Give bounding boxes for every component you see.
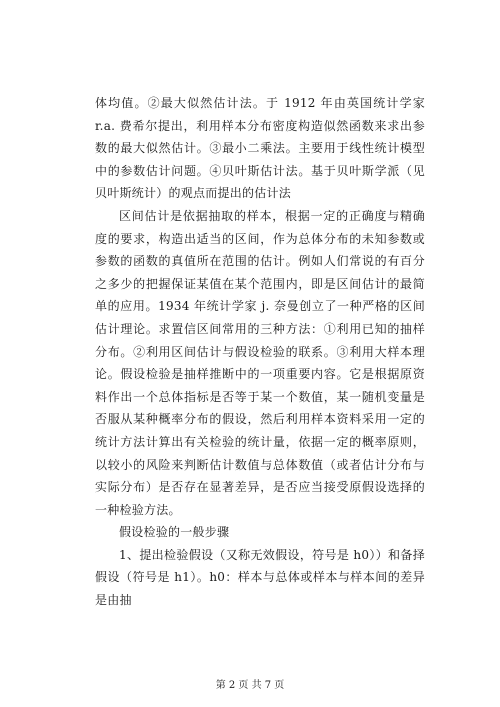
paragraph-heading-test-steps: 假设检验的一般步骤 <box>119 525 230 540</box>
paragraph-estimation-methods: 体均值。②最大似然估计法。于 1912 年由英国统计学家 r.a. 费希尔提出，利用样本分布密度构造似然函数来求出参数的最大似然估计。③最小二乘法。主要用于线性统计模型中的参数估计问题。④贝叶斯估计法。基于贝叶斯学派（见贝叶斯统计）的观点而提出的估计法 <box>95 96 425 201</box>
document-body <box>95 92 425 612</box>
paragraph-step-one: 1、提出检验假设（又称无效假设，符号是 h0））和备择假设（符号是 h1）。h0：样本与总体或样本与样本间的差异是由抽 <box>95 547 425 608</box>
paragraph-interval-estimation: 区间估计是依据抽取的样本，根据一定的正确度与精确度的要求，构造出适当的区间，作为总体分布的未知参数或参数的函数的真值所在范围的估计。例如人们常说的有百分之多少的把握保证某值在某个范围内，即是区间估计的最简单的应用。1934 年统计学家 j. 奈曼创立了一种严格的区间估计理论。求置信区间常用的三种方法：①利用已知的抽样分布。②利用区间估计与假设检验的联系。③利用大样本理论。假设检验是抽样推断中的一项重要内容。它是根据原资料作出一个总体指标是否等于某一个数值，某一随机变量是否服从某种概率分布的假设，然后利用样本资料采用一定的统计方法计算出有关检验的统计量，依据一定的概率原则，以较小的风险来判断估计数值与总体数值（或者估计分布与实际分布）是否存在显著差异，是否应当接受原假设选择的一种检验方法。 <box>95 208 425 517</box>
page-footer: 第 2 页 共 7 页 <box>215 680 285 691</box>
